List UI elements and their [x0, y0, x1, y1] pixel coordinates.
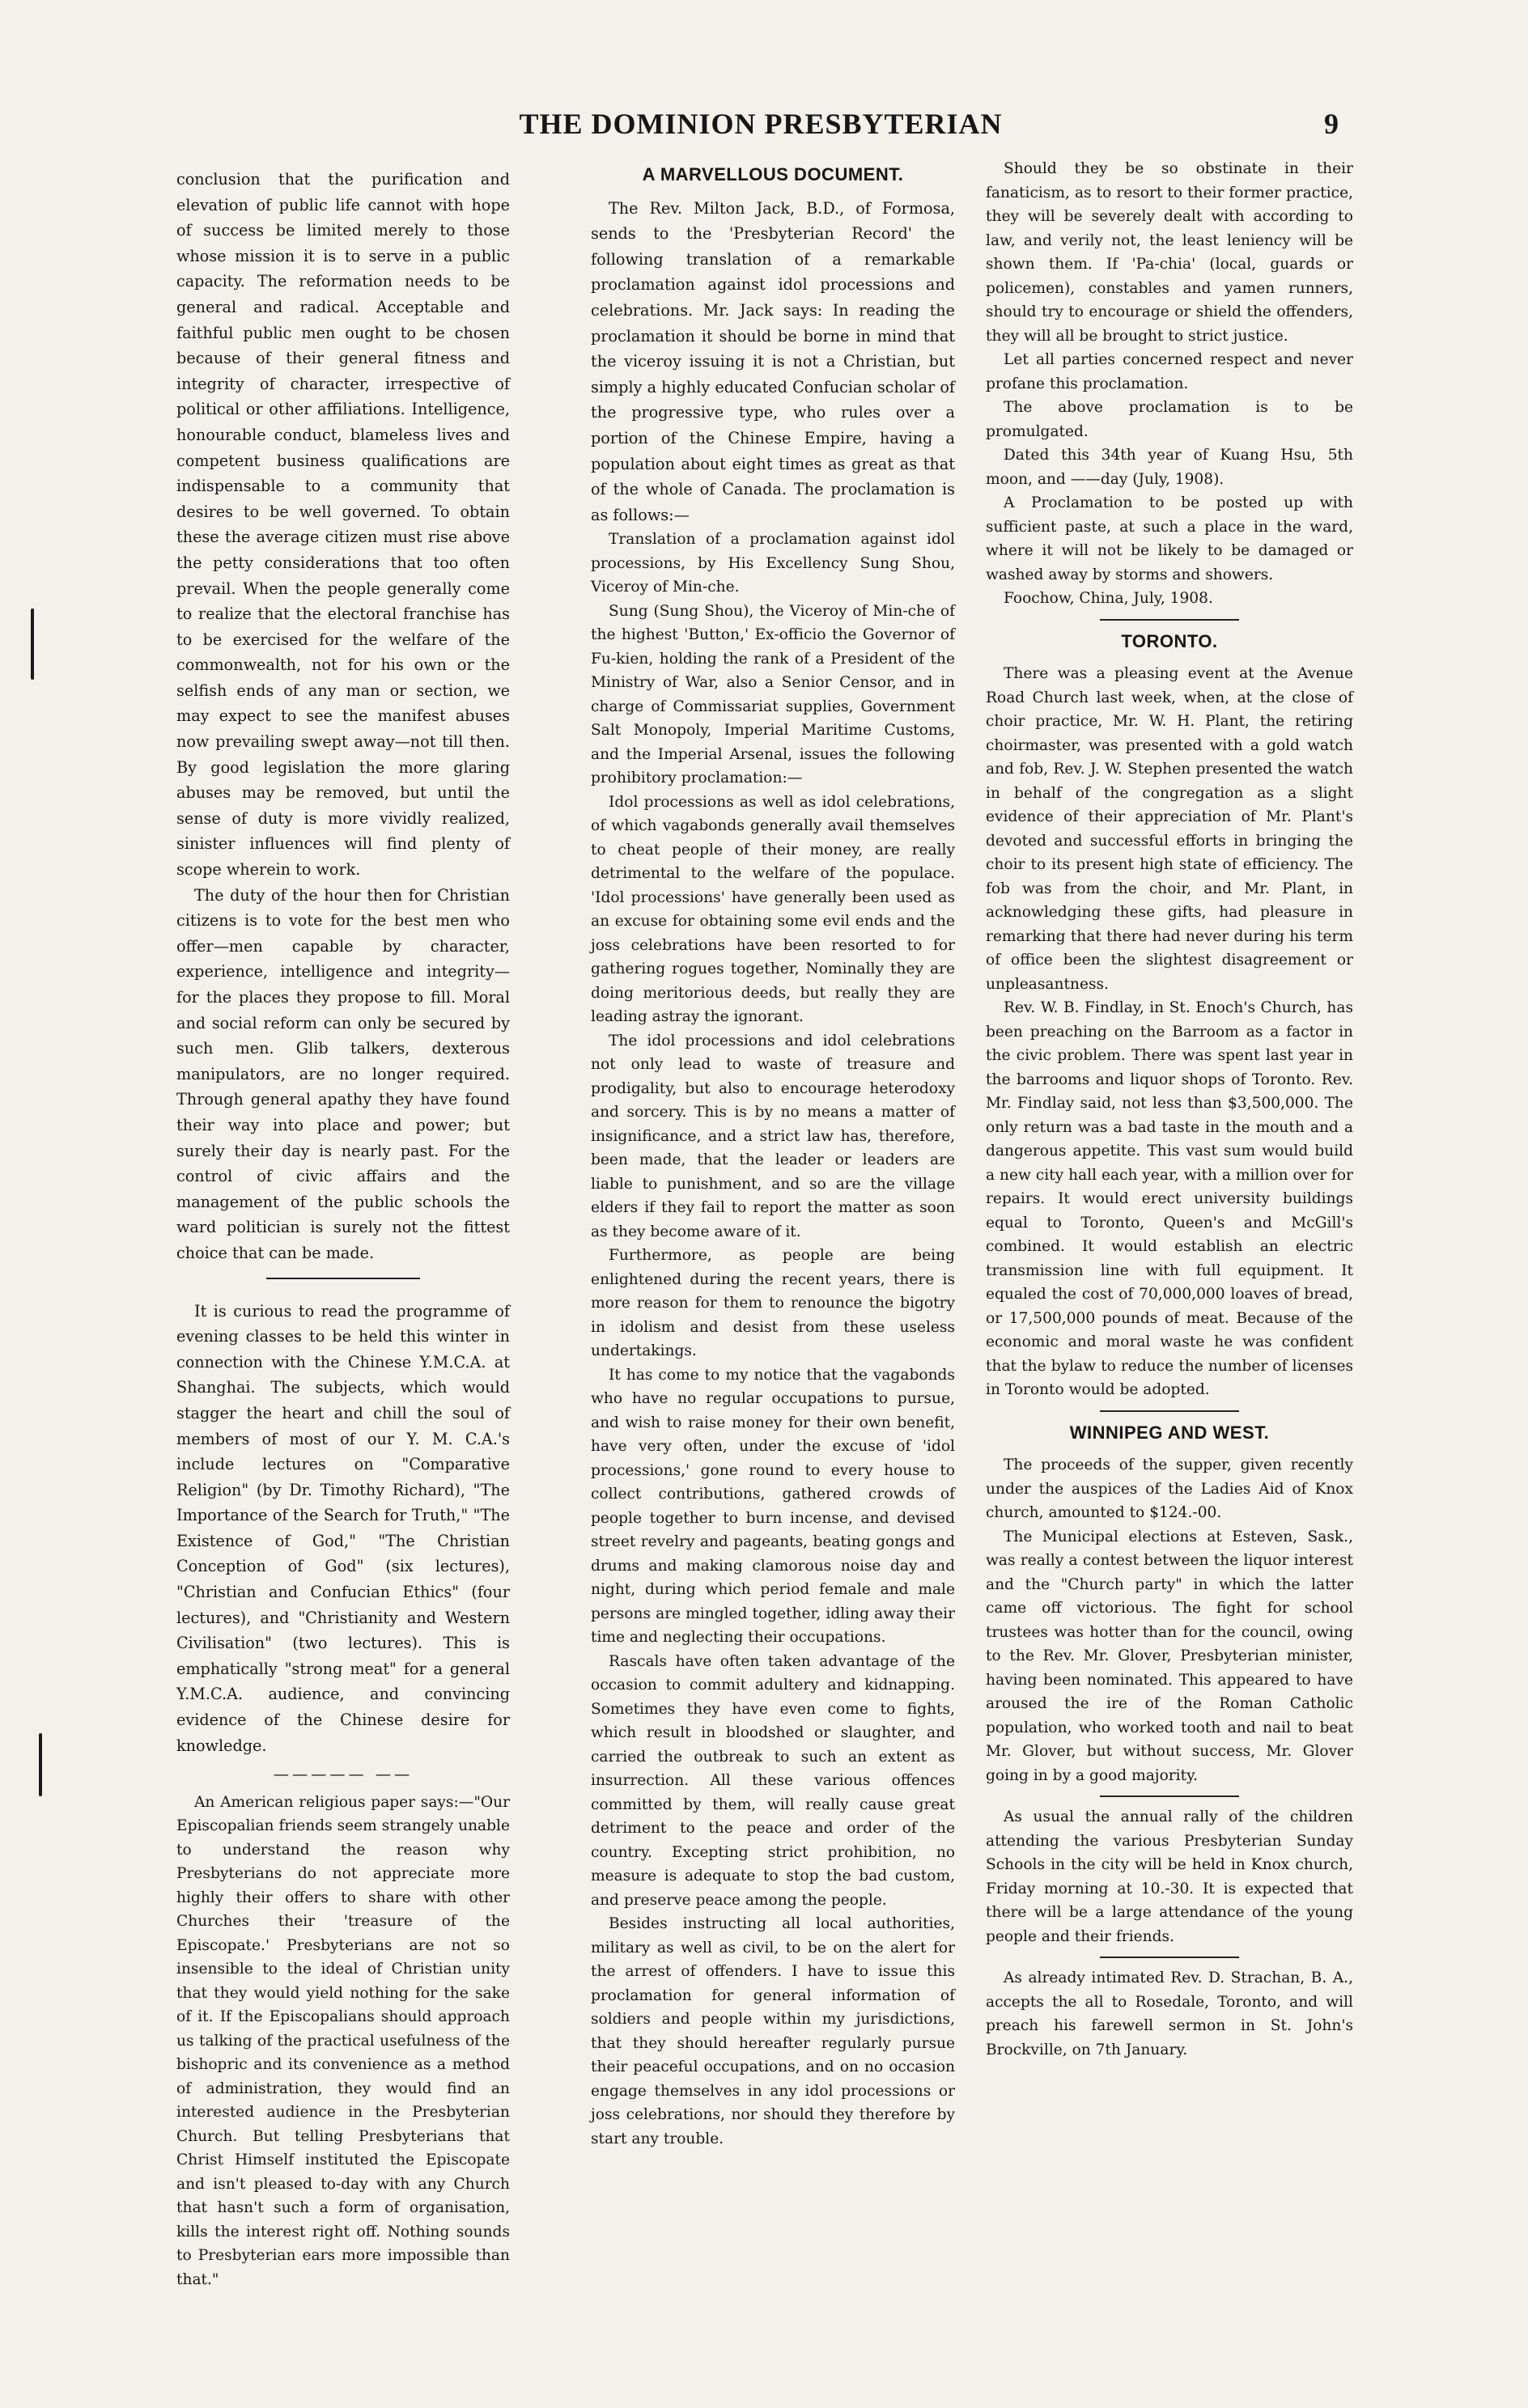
- section-divider: [1100, 1956, 1240, 1958]
- column-middle: [591, 157, 955, 2151]
- article-paragraph: Rev. W. B. Findlay, in St. Enoch's Church, has been preaching on the Barroom as a factor in the civic problem. There was spent last year in the barrooms and liquor shops of Toronto. Rev. Mr. Findlay said, not less than $3,500,000. The only return was a bad taste in the mouth and a dangerous appetite. This vast sum would build a new city hall each year, with a million over for repairs. It would erect university buildings equal to Toronto, Queen's and McGill's combined. It would establish an electric transmission line with full equipment. It equaled the cost of 70,000,000 loaves of bread, or 17,500,000 pounds of meat. Because of the economic and moral waste he was confident that the bylaw to reduce the number of licenses in Toronto would be adopted.: [986, 999, 1353, 1399]
- article-paragraph: Translation of a proclamation against idol processions, by His Excellency Sung Shou, Viceroy of Min-che.: [591, 531, 955, 596]
- article-paragraph: conclusion that the purification and elevation of public life cannot with hope of success be limited merely to those whose mission it is to serve in a public capacity. The reformation needs to be general and radical. Acceptable and faithful public men ought to be chosen because of their general fitness and integrity of character, irrespective of political or other affiliations. Intelligence, honourable conduct, blameless lives and competent business qualifications are indispensable to a community that desires to be well governed. To obtain these the average citizen must rise above the petty considerations that too often prevail. When the people generally come to realize that the electoral franchise has to be exercised for the welfare of the commonwealth, not for his own or the selfish ends of any man or section, we may expect to see the manifest abuses now prevailing swept away—not till then. By good legislation the more glaring abuses may be removed, but until the sense of duty is more vividly realized, sinister influences will find plenty of scope wherein to work.: [176, 170, 510, 880]
- article-paragraph: The Municipal elections at Esteven, Sask., was really a contest between the liquor interest and the "Church party" in which the latter came off victorious. The fight for school trustees was hotter than for the council, owing to the Rev. Mr. Glover, Presbyterian minister, having been nominated. This appeared to have aroused the ire of the Roman Catholic population, who worked tooth and nail to beat Mr. Glover, but without success, Mr. Glover going in by a good majority.: [986, 1528, 1353, 1784]
- article-paragraph: It is curious to read the programme of evening classes to be held this winter in connection with the Chinese Y.M.C.A. at Shanghai. The subjects, which would stagger the heart and chill the soul of members of most of our Y. M. C.A.'s include lectures on "Comparative Religion" (by Dr. Timothy Richard), "The Importance of the Search for Truth," "The Existence of God," "The Christian Conception of God" (six lectures), "Christian and Confucian Ethics" (four lectures), and "Christianity and Western Civilisation" (two lectures). This is emphatically "strong meat" for a general Y.M.C.A. audience, and convincing evidence of the Chinese desire for knowledge.: [176, 1301, 510, 1755]
- section-heading-winnipeg: WINNIPEG AND WEST.: [1069, 1422, 1270, 1443]
- masthead-title: THE DOMINION PRESBYTERIAN: [519, 108, 1003, 140]
- article-paragraph: Dated this 34th year of Kuang Hsu, 5th moon, and ——day (July, 1908).: [986, 447, 1353, 488]
- article-paragraph: It has come to my notice that the vagabonds who have no regular occupations to pursue, and wish to raise money for their own benefit, have very often, under the excuse of 'idol processions,' gone round to every house to collect contributions, gathered crowds of people together to burn incense, and devised street revelry and pageants, beating gongs and drums and making clamorous noise day and night, during which period female and male persons are mingled together, idling away their time and neglecting their occupations.: [591, 1366, 955, 1647]
- article-paragraph: The idol processions and idol celebrations not only lead to waste of treasure and prodigality, but also to encourage heterodoxy and sorcery. This is by no means a matter of insignificance, and a strict law has, therefore, been made, that the leader or leaders are liable to punishment, and so are the village elders if they fail to report the matter as soon as they become aware of it.: [591, 1032, 955, 1240]
- article-paragraph: There was a pleasing event at the Avenue Road Church last week, when, at the close of choir practice, Mr. W. H. Plant, the retiring choirmaster, was presented with a gold watch and fob, Rev. J. W. Stephen presented the watch in behalf of the congregation as a slight evidence of their appreciation of Mr. Plant's devoted and successful efforts in bringing the choir to its present high state of efficiency. The fob was from the choir, and Mr. Plant, in acknowledging these gifts, had pleasure in remarking that there had never during his term of office been the slightest disagreement or unpleasantness.: [986, 665, 1353, 993]
- article-paragraph: The above proclamation is to be promulgated.: [986, 399, 1353, 440]
- page-number: 9: [1324, 108, 1339, 140]
- article-heading: A MARVELLOUS DOCUMENT.: [642, 164, 904, 184]
- margin-mark: [39, 1733, 42, 1796]
- section-heading-toronto: TORONTO.: [1121, 630, 1218, 651]
- article-paragraph: The duty of the hour then for Christian citizens is to vote for the best men who offer—men capable by character, experience, intelligence and integrity—for the places they propose to fill. Moral and social reform can only be secured by such men. Glib talkers, dexterous manipulators, are no longer required. Through general apathy they have found their way into place and power; but surely their day is nearly past. For the control of civic affairs and the management of the public schools the ward politician is surely not the fittest choice that can be made.: [176, 885, 510, 1262]
- column-left: [176, 167, 510, 2291]
- article-paragraph: The proceeds of the supper, given recently under the auspices of the Ladies Aid of Knox church, amounted to $124.-00.: [986, 1456, 1353, 1522]
- dateline: Foochow, China, July, 1908.: [1004, 590, 1213, 607]
- section-divider: ————— ——: [273, 1765, 414, 1784]
- article-paragraph: As already intimated Rev. D. Strachan, B. A., accepts the all to Rosedale, Toronto, and will preach his farewell sermon in St. John's Brockville, on 7th January.: [986, 1969, 1353, 2058]
- section-divider: [266, 1278, 420, 1279]
- margin-mark: [31, 608, 34, 680]
- article-paragraph: An American religious paper says:—"Our Episcopalian friends seem strangely unable to understand the reason why Presbyterians do not appreciate more highly their offers to share with other Churches their 'treasure of the Episcopate.' Presbyterians are not so insensible to the ideal of Christian unity that they would yield nothing for the sake of it. If the Episcopalians should approach us talking of the practical usefulness of the bishopric and its convenience as a method of administration, they would find an interested audience in the Presbyterian Church. But telling Presbyterians that Christ Himself instituted the Episcopate and isn't pleased to-day with any Church that hasn't such a form of organisation, kills the interest right off. Nothing sounds to Presbyterian ears more impossible than that.": [176, 1793, 510, 2288]
- section-divider: [1100, 1410, 1240, 1412]
- article-paragraph: As usual the annual rally of the children attending the various Presbyterian Sunday Schools in the city will be held in Knox church, Friday morning at 10.-30. It is expected that there will be a large attendance of the young people and their friends.: [986, 1808, 1353, 1945]
- article-paragraph: Idol processions as well as idol celebrations, of which vagabonds generally avail themselves to cheat people of their money, are really detrimental to the welfare of the populace. 'Idol processions' have generally been used as an excuse for obtaining some evil ends and the joss celebrations have been resorted to for gathering rogues together, Nominally they are doing meritorious deeds, but really they are leading astray the ignorant.: [591, 793, 955, 1026]
- article-paragraph: Let all parties concerned respect and never profane this proclamation.: [986, 351, 1353, 392]
- article-paragraph: Should they be so obstinate in their fanaticism, as to resort to their former practice, they will be severely dealt with according to law, and verily not, the least leniency will be shown them. If 'Pa-chia' (local, guards or policemen), constables and yamen runners, should try to encourage or shield the offenders, they will all be brought to strict justice.: [986, 160, 1353, 345]
- section-divider: [1100, 619, 1240, 621]
- section-divider: [1100, 1795, 1240, 1797]
- article-paragraph: Besides instructing all local authorities, military as well as civil, to be on the alert for the arrest of offenders. I have to issue this proclamation for general information of soldiers and people within my jurisdictions, that they should hereafter regularly pursue their peaceful occupations, and on no occasion engage themselves in any idol processions or joss celebrations, nor should they therefore by start any trouble.: [591, 1915, 955, 2147]
- article-paragraph: The Rev. Milton Jack, B.D., of Formosa, sends to the 'Presbyterian Record' the following translation of a remarkable proclamation against idol processions and celebrations. Mr. Jack says: In reading the proclamation it should be borne in mind that the viceroy issuing it is not a Christian, but simply a highly educated Confucian scholar of the progressive type, who rules over a portion of the Chinese Empire, having a population about eight times as great as that of the whole of Canada. The proclamation is as follows:—: [591, 198, 955, 524]
- article-paragraph: Sung (Sung Shou), the Viceroy of Min-che of the highest 'Button,' Ex-officio the Governor of Fu-kien, holding the rank of a President of the Ministry of War, also a Senior Censor, and in charge of Commissariat supplies, Government Salt Monopoly, Imperial Maritime Customs, and the Imperial Arsenal, issues the following prohibitory proclamation:—: [591, 602, 955, 787]
- article-paragraph: Furthermore, as people are being enlightened during the recent years, there is more reason for them to renounce the bigotry in idolism and desist from these useless undertakings.: [591, 1247, 955, 1360]
- column-right: [986, 157, 1353, 2062]
- article-paragraph: Rascals have often taken advantage of the occasion to commit adultery and kidnapping. Sometimes they have even come to fights, which result in bloodshed or slaughter, and carried the outbreak to such an extent as insurrection. All these various offences committed by them, will really cause great detriment to the peace and order of the country. Excepting strict prohibition, no measure is adequate to stop the bad custom, and preserve peace among the people.: [591, 1652, 955, 1909]
- article-paragraph: A Proclamation to be posted up with sufficient paste, at such a place in the ward, where it will not be likely to be damaged or washed away by storms and showers.: [986, 494, 1353, 583]
